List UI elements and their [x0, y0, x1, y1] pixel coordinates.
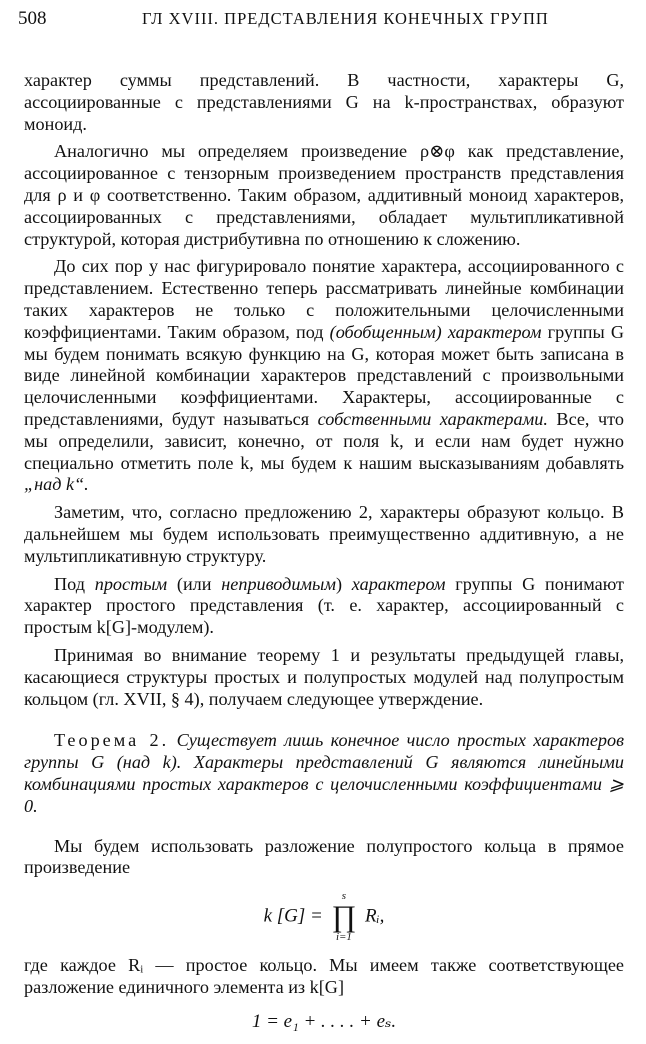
paragraph-5-text-d: группы G понимают характер простого представления (т. е. характер, ассоциированный с простым k[G]-модулем). [24, 573, 625, 638]
paragraph-5-emphasis-1: простым [94, 573, 168, 594]
page-header [18, 8, 630, 32]
page-number: 508 [18, 8, 47, 29]
paragraph-5 [24, 574, 624, 639]
paragraph-3-emphasis-2: собственными характерами. [317, 408, 548, 429]
paragraph-7: Мы будем использовать разложение полупростого кольца в прямое произведение [24, 835, 624, 878]
page-body [24, 70, 624, 1044]
paragraph-2: Аналогично мы определяем произведение ρ⊗φ как представление, ассоциированное с тензорным произведением пространств представления для ρ и φ соответственно. Таким образом, аддитивный моноид характеров, ассоциированных с представлениями, обладает мультипликативной структурой, которая дистрибутивна по отношению к сложению. [24, 141, 624, 249]
paragraph-5-text-c: ) [335, 573, 352, 594]
paragraph-3-emphasis-3: „над k“. [24, 474, 89, 495]
paragraph-3-text-c: Все, что мы определили, зависит, конечно, от поля k, и если нам будет нужно специально отметить поле k, мы будем к нашим высказываниям добавлять [24, 408, 624, 473]
product-upper-limit: s [341, 890, 347, 903]
formula-1-lhs: k [G] = [263, 905, 323, 927]
paragraph-6: Принимая во внимание теорему 1 и результаты предыдущей главы, касающиеся структуры простых и полупростых модулей над полупростым кольцом (гл. XVII, § 4), получаем следующее утверждение. [24, 644, 624, 709]
formula-1-rhs: Rᵢ, [365, 905, 385, 927]
paragraph-3-text-a: До сих пор у нас фигурировало понятие характера, ассоциированного с представлением. Естественно теперь рассматривать линейные комбинации таких характеров не только с положительными целочисленными коэффициентами. Таким образом, под [24, 256, 624, 342]
paragraph-8: где каждое Rᵢ — простое кольцо. Мы имеем также соответствующее разложение единичного элемента из k[G] [24, 955, 624, 997]
paragraph-5-emphasis-3: характером [351, 573, 446, 594]
running-head: ГЛ XVIII. ПРЕДСТАВЛЕНИЯ КОНЕЧНЫХ ГРУПП [142, 9, 549, 28]
paragraph-5-text-a: Под [54, 573, 95, 594]
paragraph-3-emphasis-1: (обобщенным) характером [329, 321, 542, 342]
paragraph-4: Заметим, что, согласно предложению 2, характеры образуют кольцо. В дальнейшем мы будем использовать преимущественно аддитивную, а не мультипликативную структуру. [24, 502, 624, 566]
paragraph-5-text-b: (или [167, 573, 222, 594]
formula-product-decomposition [24, 891, 624, 943]
paragraph-3-text-b: группы G мы будем понимать всякую функцию на G, которая может быть записана в виде линейной комбинации характеров представлений с произвольными целочисленными коэффициентами. Характеры, ассоциированные с представлениями, будут называться [24, 321, 624, 429]
formula-unit-decomposition: 1 = e₁ + . . . . + eₛ. [251, 1010, 397, 1032]
theorem-2 [24, 730, 624, 817]
paragraph-1: характер суммы представлений. В частности, характеры G, ассоциированные с представлениями G на k-пространствах, образуют моноид. [24, 70, 624, 134]
theorem-statement: Существует лишь конечное число простых характеров группы G (над k). Характеры представлений G являются линейными комбинациями простых характеров с целочисленными коэффициентами ⩾ 0. [24, 730, 624, 816]
paragraph-5-emphasis-2: неприводимым [221, 573, 336, 594]
product-operator [332, 891, 357, 943]
paragraph-3 [24, 256, 624, 496]
product-lower-limit: i=1 [335, 931, 352, 944]
product-symbol: ∏ [331, 900, 357, 934]
theorem-label: Теорема 2. [54, 730, 170, 751]
